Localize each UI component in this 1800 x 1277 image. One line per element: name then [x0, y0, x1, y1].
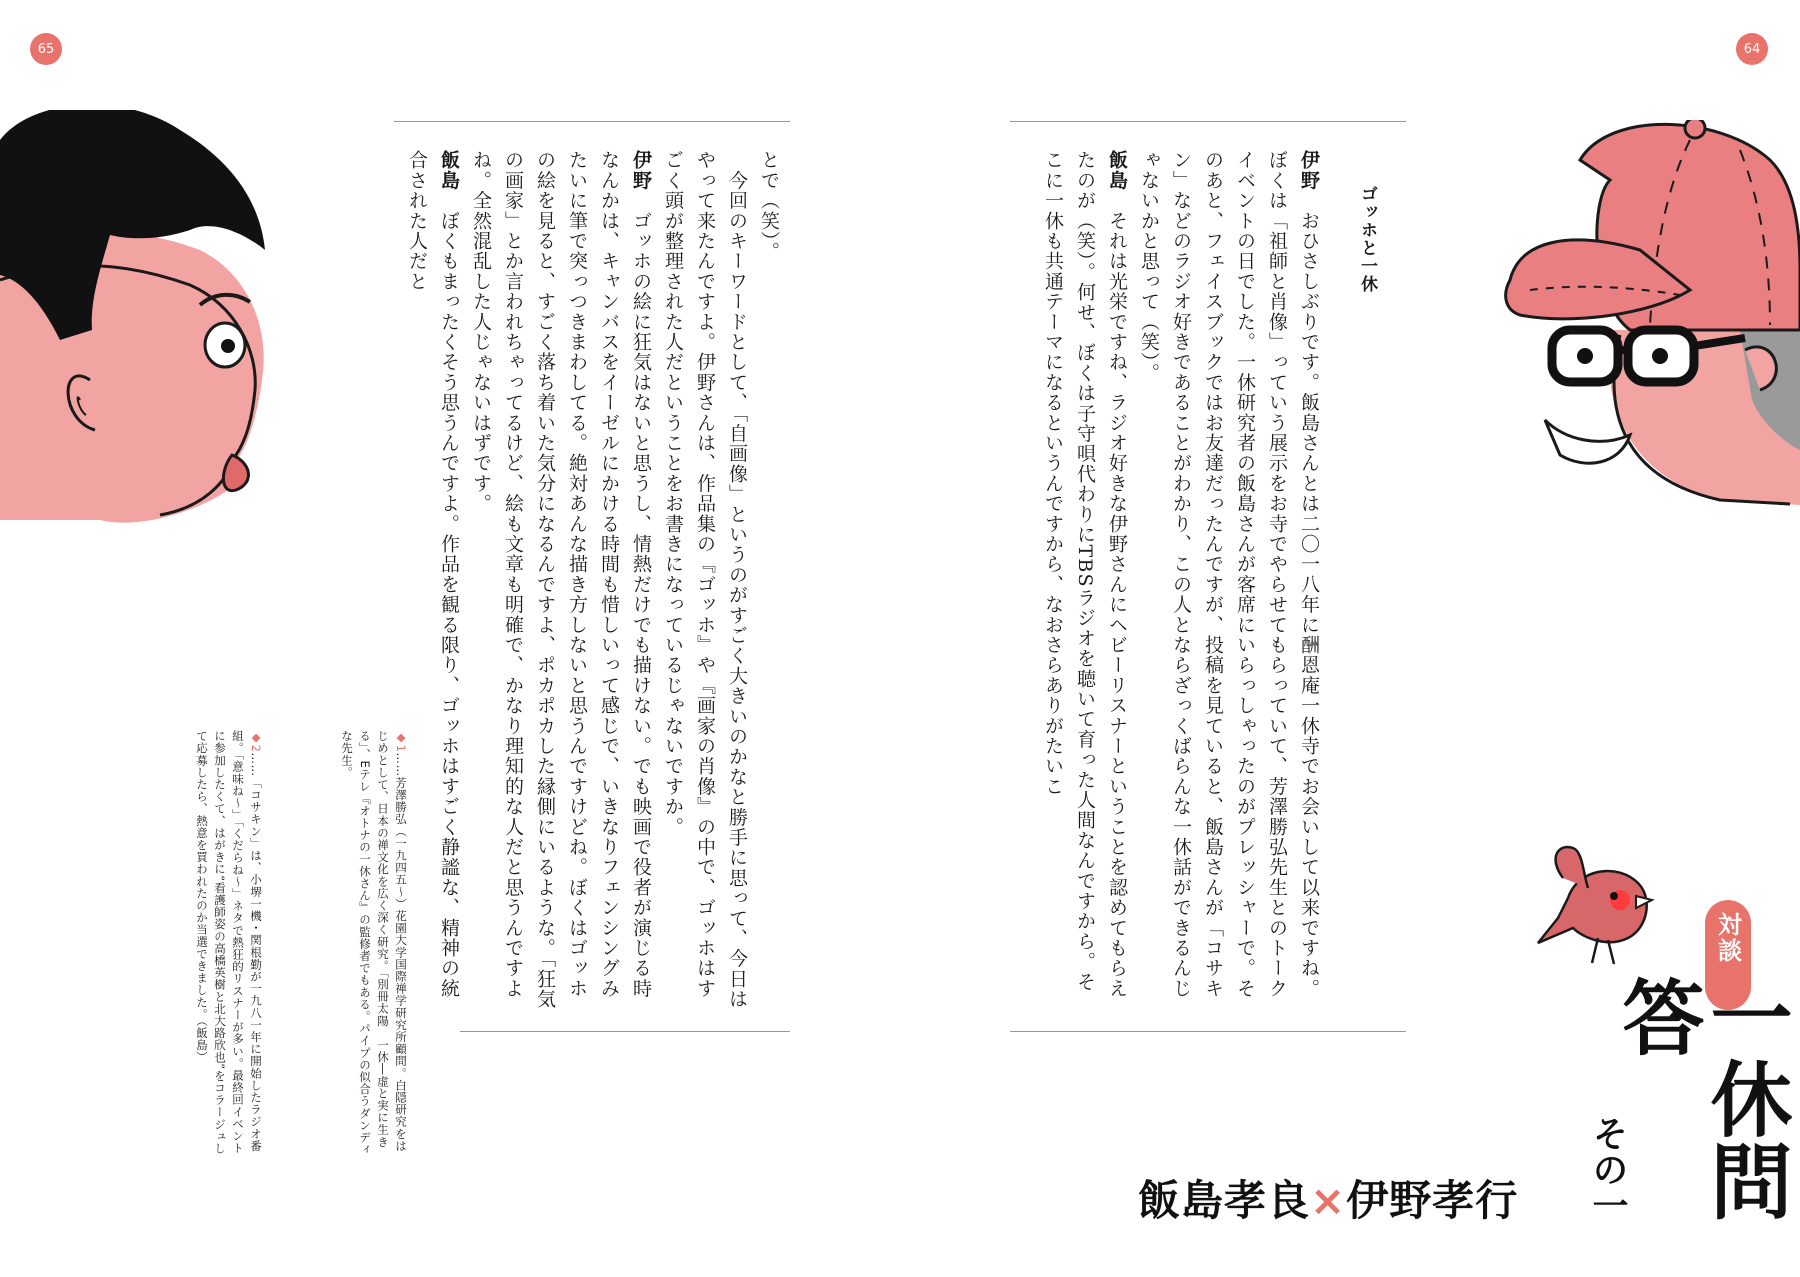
author-2: 伊野孝行: [1346, 1176, 1519, 1225]
right-paragraph-2: [1037, 150, 1133, 1010]
right-bottom-rule: [1010, 1031, 1406, 1032]
paragraph-text: とで（笑）。: [758, 150, 780, 262]
paragraph-text: ぼくもまったくそう思うんですよ。作品を観る限り、ゴッホはすごく静謐な、精神の統合された人だと: [406, 150, 460, 999]
author-1: 飯島孝良: [1138, 1176, 1311, 1225]
right-body: [1042, 150, 1325, 1010]
boy-face-icon: [0, 110, 300, 530]
left-paragraph-4: [401, 150, 465, 1010]
speaker-label: 伊野: [630, 150, 652, 191]
paragraph-text: おひさしぶりです。飯島さんとは二〇一八年に酬恩庵一休寺でお会いして以来ですね。ぼくは「祖師と肖像」っていう展示をお寺でやらせてもらっていて、芳澤勝弘先生とのトークイベントの日でした。一休研究者の飯島さんが客席にいらっしゃったのがプレッシャーで。そのあと、フェイスブックではお友達だったんですが、投稿を見ていると、飯島さんが「コサキン」などのラジオ好きであることがわかり、この人とならざっくばらんな一休話ができるんじゃないかと思って（笑）。: [1138, 150, 1320, 999]
paragraph-text: 今回のキーワードとして、「自画像」というのがすごく大きいのかなと勝手に思って、今日はやって来たんですよ。伊野さんは、作品集の『ゴッホ』や『画家の肖像』の中で、ゴッホはすごく頭が整理された人だということをお書きになっているじゃないですか。: [662, 150, 748, 1010]
speaker-label: 飯島: [438, 150, 460, 191]
left-paragraph-1: [753, 150, 785, 1010]
title-badge-text: 対談: [1713, 912, 1742, 964]
man-with-cap-icon: [1490, 120, 1800, 540]
author-separator: ×: [1310, 1176, 1347, 1225]
right-paragraph-1: [1133, 150, 1325, 1010]
paragraph-text: それは光栄ですね、ラジオ好きな伊野さんにヘビーリスナーということを認めてもらえたのが（笑）。何せ、ぼくは子守唄代わりにTBSラジオを聴いて育った人間なんですから。そこに一休も共通テーマになるというんですから、なおさらありがたいこ: [1042, 150, 1128, 999]
section-heading: ゴッホと一休: [1357, 185, 1377, 293]
title-main: 一休問答: [1609, 975, 1792, 1221]
speaker-label: 伊野: [1298, 150, 1320, 191]
right-top-rule: [1010, 121, 1406, 122]
footnote-1: [300, 730, 410, 1160]
page-number-left: [30, 33, 62, 65]
speaker-label: 飯島: [1106, 150, 1128, 191]
page-number-left-text: 65: [37, 41, 55, 57]
title-sub: その一: [1587, 1115, 1628, 1223]
left-body: [400, 150, 785, 1010]
page-number-right: [1736, 33, 1768, 65]
footnote-2: [130, 730, 265, 1160]
bird-icon: [1528, 838, 1658, 978]
paragraph-text: ゴッホの絵に狂気はないと思うし、情熱だけでも描けない。でも映画で役者が演じる時なんかは、キャンバスをイーゼルにかける時間も惜しいって感じで、いきなりフェンシングみたいに筆で突っつきまわしてる。絶対あんな描き方しないと思うんですけどね。ぼくはゴッホの絵を見ると、すごく落ち着いた気分になるんですよ、ポカポカした縁側にいるような。「狂気の画家」とか言われちゃってるけど、絵も文章も明確で、かなり理知的な人だと思うんですよね。全然混乱した人じゃないはずです。: [470, 150, 652, 1010]
left-paragraph-2: [657, 150, 753, 1010]
footnote-text: ……「コサキン」は、小堺一機・関根勤が一九八一年に開始したラジオ番組。「意味ね〜」「くだらね〜」ネタで熱狂的リスナーが多い。最終回イベントに参加したくて、はがきに“看護師姿の高橋英樹と北大路欣也”をコラージュして応募したら、熱意を買われたのか当選できました。（飯島）: [195, 730, 263, 1155]
authors: [1138, 1168, 1518, 1228]
left-top-rule: [394, 121, 790, 122]
left-paragraph-3: [465, 150, 657, 1010]
footnote-text: ……芳澤勝弘（一九四五〜）花園大学国際禅学研究所顧問。白隠研究をはじめとして、日本の禅文化を広く深く研究。「別冊太陽 一休―虚と実に生きる」、Eテレ『オトナの一休さん』の監修者でもある。パイプの似合うダンディな先生。: [340, 730, 408, 1156]
footnote-marker: ◆2: [249, 730, 263, 753]
left-bottom-rule: [460, 1031, 790, 1032]
footnote-marker: ◆1: [394, 730, 408, 753]
page-number-right-text: 64: [1743, 41, 1761, 57]
